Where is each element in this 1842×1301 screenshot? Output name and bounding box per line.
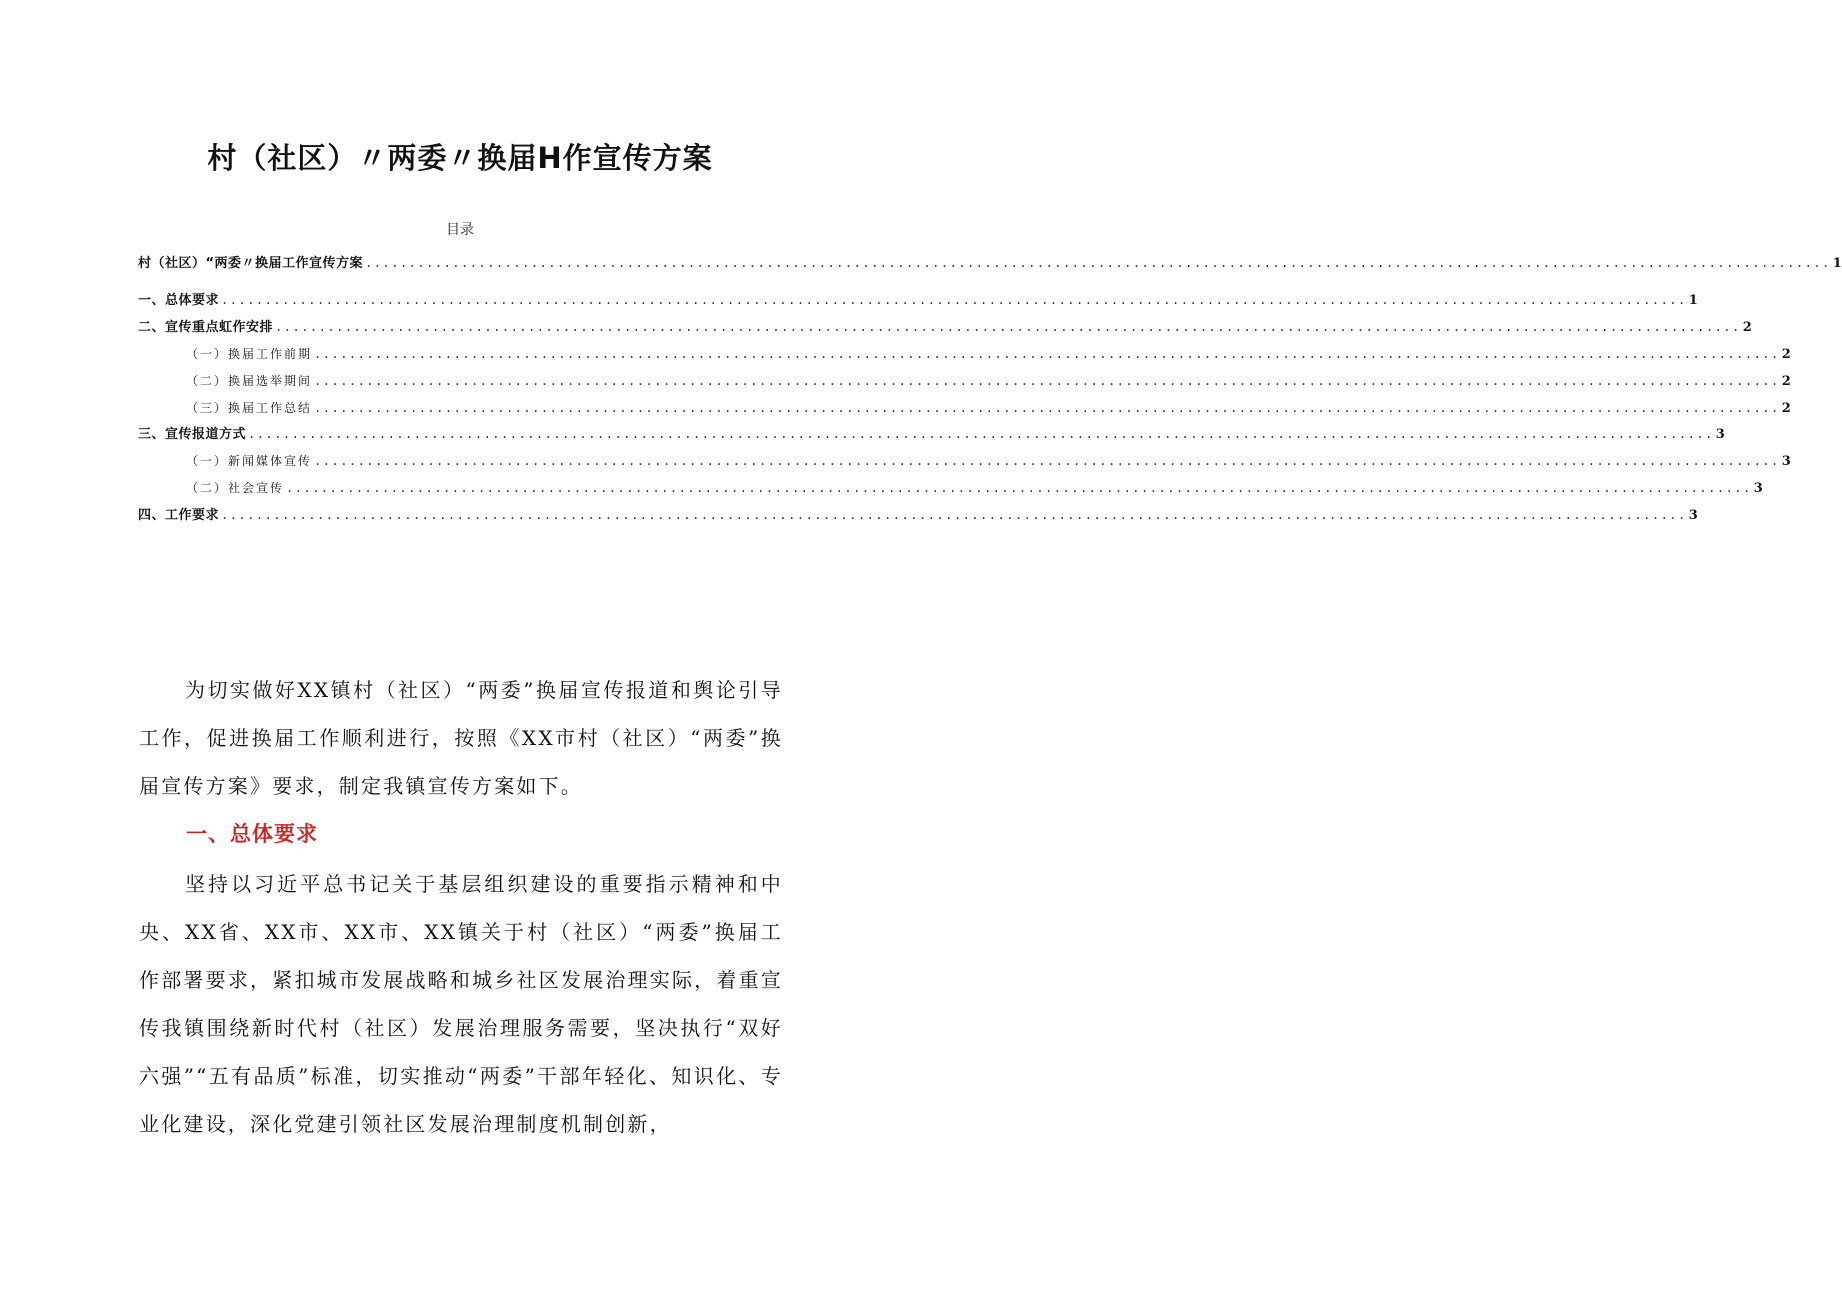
- toc-entry[interactable]: [138, 398, 1791, 418]
- toc-entry-text: 一、总体要求: [138, 293, 220, 308]
- toc-leader-dots: ........................................................................................................................................................................: [221, 508, 1687, 522]
- section-1-paragraph: 坚持以习近平总书记关于基层组织建设的重要指示精神和中央、XX省、XX市、XX市、XX镇关于村（社区）“两委”换届工作部署要求，紧扣城市发展战略和城乡社区发展治理实际，着重宣传我镇围绕新时代村（社区）发展治理服务需要，坚决执行“双好六强”“五有品质”标准，切实推动“两委”干部年轻化、知识化、专业化建设，深化党建引领社区发展治理制度机制创新，: [139, 872, 783, 1136]
- toc-page-number: 2: [1781, 401, 1791, 416]
- toc-entry-text: 三、宣传报道方式: [138, 427, 247, 442]
- toc-leader-dots: ........................................................................................................................................................................: [286, 481, 1752, 495]
- toc-entry[interactable]: [138, 253, 1842, 273]
- toc-page-number: 3: [1781, 454, 1791, 469]
- toc-entry[interactable]: [138, 451, 1791, 471]
- toc-entry[interactable]: [138, 290, 1698, 310]
- toc-entry-text: （一）新闻媒体宣传: [186, 454, 313, 468]
- toc-page-number: 2: [1742, 320, 1752, 335]
- toc-heading: 目录: [446, 222, 474, 238]
- toc-entry-text: （三）换届工作总结: [186, 401, 313, 415]
- toc-entry-text: （二）社会宣传: [186, 481, 285, 495]
- intro-paragraph: 为切实做好XX镇村（社区）“两委”换届宣传报道和舆论引导工作，促进换届工作顺利进行，按照《XX市村（社区）“两委”换届宣传方案》要求，制定我镇宣传方案如下。: [139, 678, 783, 798]
- toc-leader-dots: ........................................................................................................................................................................: [314, 454, 1780, 468]
- toc-leader-dots: ........................................................................................................................................................................: [314, 374, 1780, 388]
- toc-entry-text: 村（社区）“两委〃换届工作宣传方案: [138, 256, 364, 271]
- toc-entry[interactable]: [138, 505, 1698, 525]
- toc-entry-text: 四、工作要求: [138, 508, 220, 523]
- toc-page-number: 3: [1715, 427, 1725, 442]
- section-heading-general-requirements: 一、总体要求: [186, 822, 318, 846]
- toc-leader-dots: ........................................................................................................................................................................: [221, 293, 1687, 307]
- toc-page-number: 3: [1753, 481, 1763, 496]
- toc-entry[interactable]: [138, 424, 1725, 444]
- toc-entry-text: （二）换届选举期间: [186, 374, 313, 388]
- toc-leader-dots: ........................................................................................................................................................................: [275, 320, 1741, 334]
- toc-page-number: 2: [1781, 374, 1791, 389]
- toc-entry[interactable]: [138, 317, 1752, 337]
- toc-entry-text: 二、宣传重点虹作安排: [138, 320, 274, 335]
- toc-page-number: 1: [1832, 256, 1842, 271]
- toc-page-number: 1: [1688, 293, 1698, 308]
- toc-page-number: 2: [1781, 347, 1791, 362]
- document-title: 村（社区）〃两委〃换届H作宣传方案: [207, 141, 713, 175]
- toc-leader-dots: ........................................................................................................................................................................: [365, 256, 1831, 270]
- toc-leader-dots: ........................................................................................................................................................................: [314, 347, 1780, 361]
- toc-entry[interactable]: [138, 478, 1763, 498]
- toc-entry[interactable]: [138, 371, 1791, 391]
- toc-entry-text: （一）换届工作前期: [186, 347, 313, 361]
- toc-leader-dots: ........................................................................................................................................................................: [314, 401, 1780, 415]
- toc-entry[interactable]: [138, 344, 1791, 364]
- toc-leader-dots: ........................................................................................................................................................................: [248, 427, 1714, 441]
- toc-page-number: 3: [1688, 508, 1698, 523]
